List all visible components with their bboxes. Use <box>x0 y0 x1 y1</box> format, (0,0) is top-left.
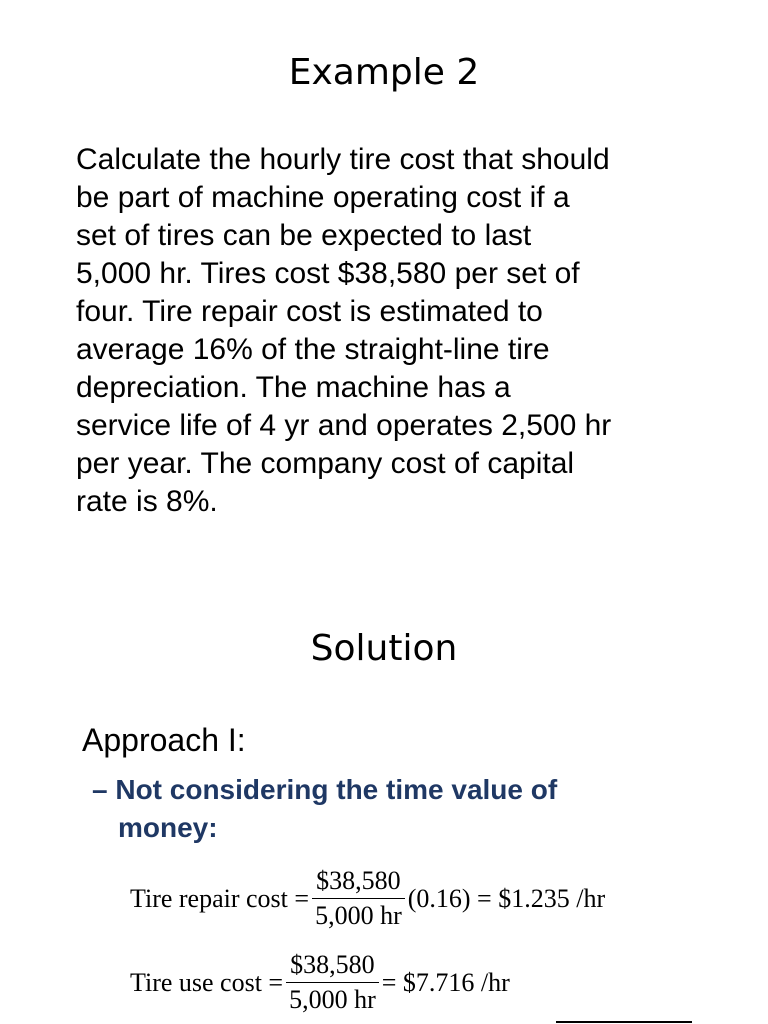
problem-line: four. Tire repair cost is estimated to <box>76 295 543 328</box>
approach-heading: Approach I: <box>82 722 246 758</box>
tire-use-equation <box>130 950 510 1015</box>
problem-statement <box>76 141 736 521</box>
fraction-numerator: $38,580 <box>286 950 379 983</box>
problem-line: average 16% of the straight-line tire <box>76 333 550 366</box>
fraction <box>285 950 380 1015</box>
approach-bullet <box>92 771 557 847</box>
problem-line: be part of machine operating cost if a <box>76 181 570 214</box>
fraction-denominator: 5,000 hr <box>315 901 402 930</box>
bullet-line: – Not considering the time value of <box>92 774 558 805</box>
problem-line: set of tires can be expected to last <box>76 219 532 252</box>
problem-line: depreciation. The machine has a <box>76 371 511 404</box>
divider-line <box>556 1021 692 1023</box>
example-title: Example 2 <box>288 52 480 93</box>
fraction <box>311 866 406 931</box>
problem-line: service life of 4 yr and operates 2,500 hr <box>76 409 612 442</box>
fraction-numerator: $38,580 <box>312 866 405 899</box>
equation-result: = $7.716 /hr <box>381 967 510 997</box>
problem-line: 5,000 hr. Tires cost $38,580 per set of <box>76 257 580 290</box>
equation-label: Tire repair cost = <box>130 883 310 913</box>
fraction-denominator: 5,000 hr <box>289 985 376 1014</box>
problem-line: Calculate the hourly tire cost that should <box>76 143 610 176</box>
equation-label: Tire use cost = <box>130 967 284 997</box>
problem-line: per year. The company cost of capital <box>76 447 575 480</box>
tire-repair-equation <box>130 866 605 931</box>
solution-title: Solution <box>310 628 458 669</box>
bullet-line: money: <box>118 812 218 843</box>
equation-result: (0.16) = $1.235 /hr <box>407 883 606 913</box>
problem-line: rate is 8%. <box>76 485 218 518</box>
